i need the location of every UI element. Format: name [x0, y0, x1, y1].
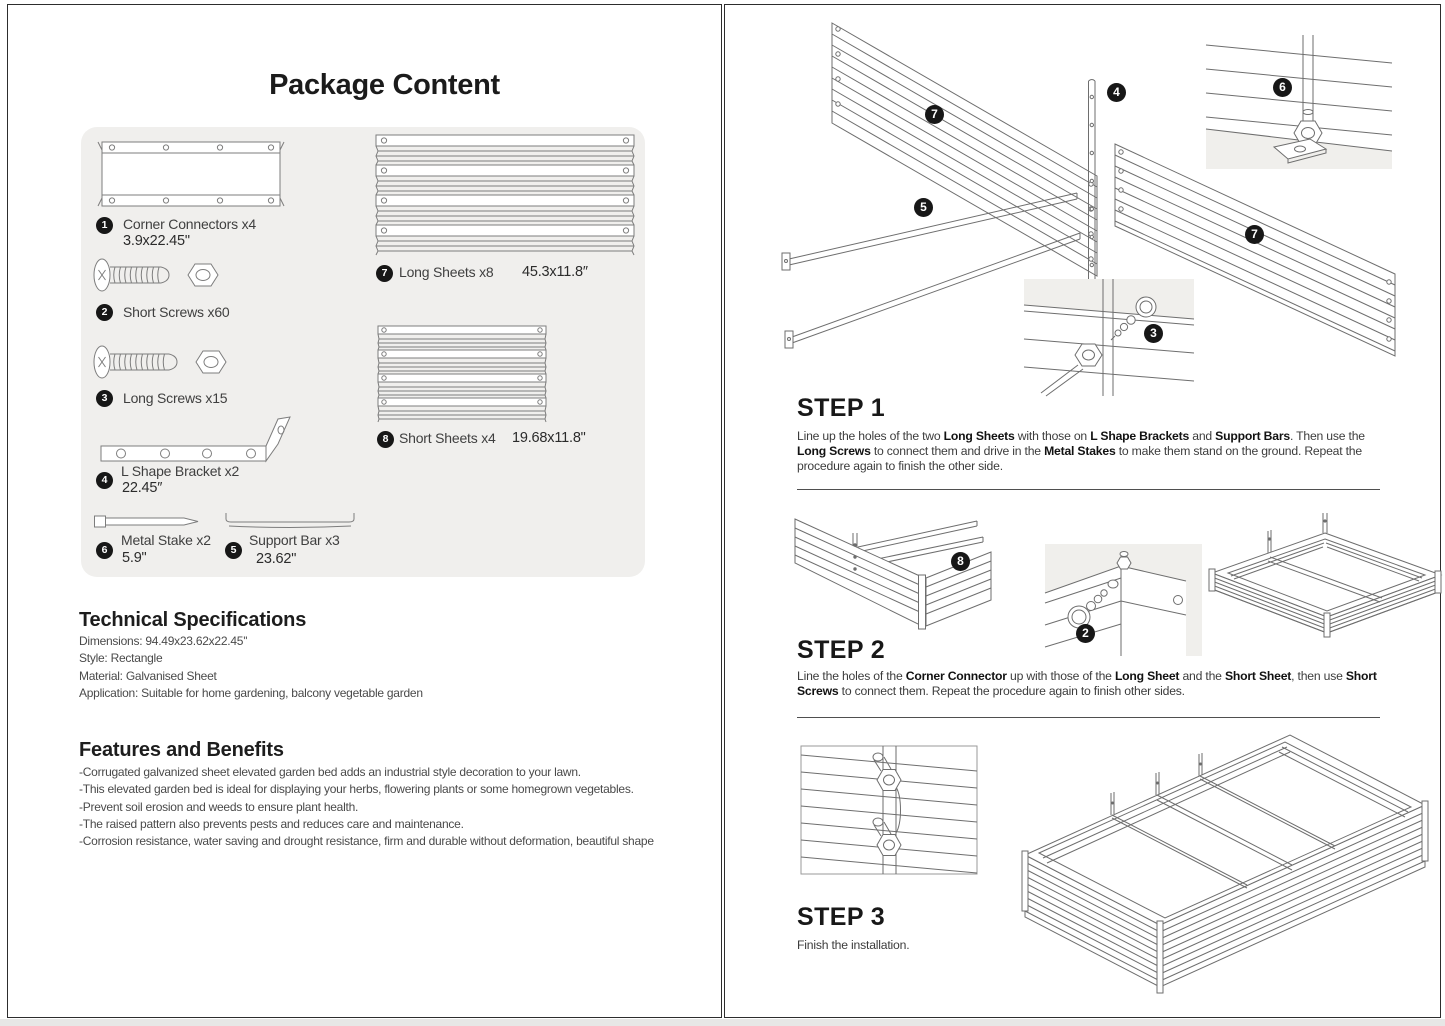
item-dim-support-bar: 23.62" [256, 551, 297, 567]
item-badge-short-sheets: 8 [377, 431, 394, 448]
finished-bed [1022, 735, 1428, 993]
feature-bullet: -Corrugated galvanized sheet elevated garden bed adds an industrial style decoration to your lawn. [79, 765, 581, 779]
spec-application: Application: Suitable for home gardening, balcony vegetable garden [79, 685, 423, 700]
step3-text: Finish the installation. [797, 938, 910, 952]
item-label-long-sheets: Long Sheets x8 [399, 264, 494, 280]
item-dim-l-shape-bracket: 22.45″ [122, 480, 163, 496]
spec-material: Material: Galvanised Sheet [79, 668, 217, 683]
step2-text: Line the holes of the Corner Connector up with those of the Long Sheet and the Short Sheet, then use Short Screws to connect them. Repeat the procedure again to finish other sides. [797, 669, 1377, 698]
corner-screw-inset [1045, 544, 1202, 656]
diagram-badge-support-bar: 5 [914, 198, 933, 217]
assembly-steps-page [724, 4, 1441, 1018]
item-badge-short-screws: 2 [96, 304, 113, 321]
stake-detail-inset [1206, 33, 1392, 169]
item-dim-metal-stake: 5.9" [122, 550, 147, 566]
step1-heading: STEP 1 [797, 394, 886, 422]
item-dim-short-sheets: 19.68x11.8" [512, 430, 586, 446]
features-list [79, 764, 654, 850]
metal-stake-drawing [94, 513, 204, 531]
item-badge-long-sheets: 7 [376, 265, 393, 282]
step1-diagram [725, 5, 1443, 397]
diagram-badge-long-sheet-right: 7 [1245, 225, 1264, 244]
diagram-badge-short-screw-detail: 2 [1076, 624, 1095, 643]
features-heading: Features and Benefits [79, 739, 284, 761]
step3-diagram [725, 725, 1443, 1017]
diagram-badge-l-bracket: 4 [1107, 83, 1126, 102]
screw-detail-inset [1024, 279, 1194, 396]
item-badge-corner-connectors: 1 [96, 217, 113, 234]
diagram-badge-screw-detail: 3 [1144, 324, 1163, 343]
item-label-support-bar: Support Bar x3 [249, 532, 340, 548]
long-sheets-drawing [374, 133, 636, 259]
corner-connector-drawing [98, 140, 284, 210]
assembled-frame [1209, 513, 1441, 637]
item-label-corner-connectors: Corner Connectors x4 [123, 216, 256, 232]
package-content-page [7, 4, 722, 1018]
page-title: Package Content [269, 69, 500, 101]
spec-dimensions: Dimensions: 94.49x23.62x22.45'' [79, 634, 248, 648]
item-label-long-screws: Long Screws x15 [123, 390, 228, 406]
step3-heading: STEP 3 [797, 903, 886, 931]
diagram-badge-short-sheet: 8 [951, 552, 970, 571]
l-shape-bracket-drawing [94, 414, 294, 464]
item-label-metal-stake: Metal Stake x2 [121, 532, 211, 548]
scan-edge-strip [0, 1019, 1445, 1026]
item-badge-long-screws: 3 [96, 390, 113, 407]
step-divider [797, 717, 1380, 718]
tech-specs-heading: Technical Specifications [79, 609, 307, 631]
tech-specs-list [79, 633, 423, 702]
diagram-badge-stake-detail: 6 [1273, 78, 1292, 97]
item-dim-corner-connectors: 3.9x22.45" [123, 233, 190, 249]
short-sheets-drawing [376, 324, 548, 424]
step1-text: Line up the holes of the two Long Sheets with those on L Shape Brackets and Support Bars. Then use the Long Screws to connect them and drive in the Metal Stakes to make them stand on the ground. Repeat the procedure again to finish the other side. [797, 429, 1365, 473]
long-screw-drawing [93, 342, 243, 382]
item-badge-metal-stake: 6 [96, 542, 113, 559]
short-screw-drawing [93, 255, 233, 295]
item-badge-l-shape-bracket: 4 [96, 472, 113, 489]
step-divider [797, 489, 1380, 490]
item-dim-long-sheets: 45.3x11.8″ [522, 264, 588, 280]
item-label-short-sheets: Short Sheets x4 [399, 430, 496, 446]
feature-bullet: -Corrosion resistance, water saving and drought resistance, firm and durable without deformation, beautiful shape [79, 834, 654, 849]
feature-bullet: -This elevated garden bed is ideal for displaying your herbs, flowering plants or some homegrown vegetables. [79, 782, 634, 797]
support-bar-drawing [223, 511, 359, 531]
diagram-badge-long-sheet-left: 7 [925, 105, 944, 124]
bolt-detail-inset [801, 746, 977, 874]
feature-bullet: -Prevent soil erosion and weeds to ensure plant health. [79, 799, 359, 814]
item-badge-support-bar: 5 [225, 542, 242, 559]
step2-heading: STEP 2 [797, 636, 886, 664]
feature-bullet: -The raised pattern also prevents pests and reduces care and maintenance. [79, 816, 464, 831]
item-label-l-shape-bracket: L Shape Bracket x2 [121, 463, 240, 479]
item-label-short-screws: Short Screws x60 [123, 304, 230, 320]
spec-style: Style: Rectangle [79, 651, 163, 666]
